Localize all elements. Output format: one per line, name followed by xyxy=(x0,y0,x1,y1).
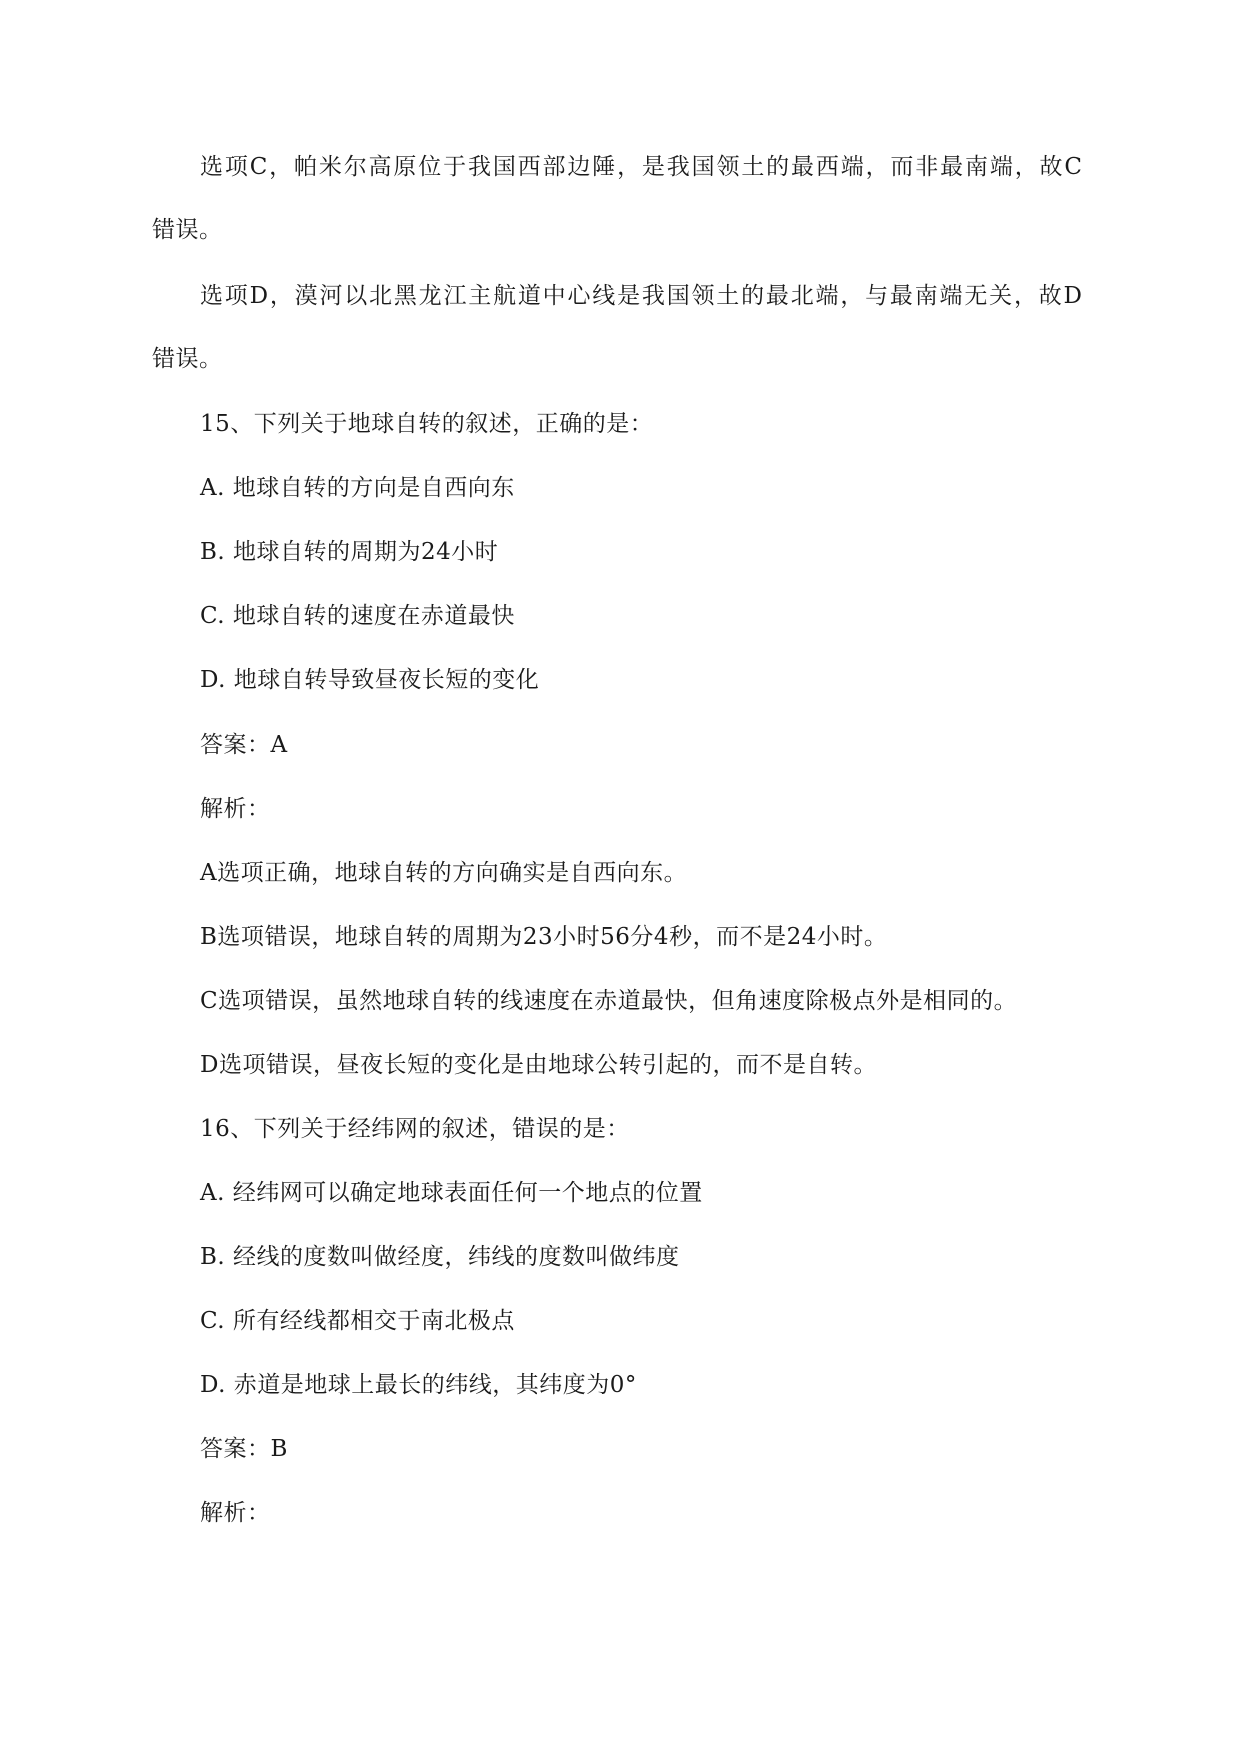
question-15-analysis-label: 解析： xyxy=(200,796,271,822)
question-15-option-d: D. 地球自转导致昼夜长短的变化 xyxy=(200,667,540,693)
option-d-explanation-line2: 错误。 xyxy=(152,346,223,372)
question-16-answer: 答案：B xyxy=(200,1436,288,1462)
question-16-stem: 16、下列关于经纬网的叙述，错误的是： xyxy=(200,1116,630,1142)
question-15-option-b: B. 地球自转的周期为24小时 xyxy=(200,539,499,565)
question-16-option-c: C. 所有经线都相交于南北极点 xyxy=(200,1308,515,1334)
option-c-explanation-line2: 错误。 xyxy=(152,217,223,243)
question-16-option-b: B. 经线的度数叫做经度，纬线的度数叫做纬度 xyxy=(200,1244,680,1270)
question-15-analysis-c: C选项错误，虽然地球自转的线速度在赤道最快，但角速度除极点外是相同的。 xyxy=(200,988,1018,1014)
option-d-explanation-line1: 选项D，漠河以北黑龙江主航道中心线是我国领土的最北端，与最南端无关，故D xyxy=(200,283,1082,309)
question-15-analysis-d: D选项错误，昼夜长短的变化是由地球公转引起的，而不是自转。 xyxy=(200,1052,877,1078)
question-15-analysis-a: A选项正确，地球自转的方向确实是自西向东。 xyxy=(200,860,688,886)
question-16-analysis-label: 解析： xyxy=(200,1500,271,1526)
option-c-explanation-line1: 选项C，帕米尔高原位于我国西部边陲，是我国领土的最西端，而非最南端，故C xyxy=(200,154,1082,180)
question-15-analysis-b: B选项错误，地球自转的周期为23小时56分4秒，而不是24小时。 xyxy=(200,924,888,950)
question-15-option-c: C. 地球自转的速度在赤道最快 xyxy=(200,603,515,629)
question-16-option-d: D. 赤道是地球上最长的纬线，其纬度为0° xyxy=(200,1372,637,1398)
question-16-option-a: A. 经纬网可以确定地球表面任何一个地点的位置 xyxy=(200,1180,703,1206)
question-15-answer: 答案：A xyxy=(200,732,288,758)
question-15-stem: 15、下列关于地球自转的叙述，正确的是： xyxy=(200,411,654,437)
question-15-option-a: A. 地球自转的方向是自西向东 xyxy=(200,475,515,501)
